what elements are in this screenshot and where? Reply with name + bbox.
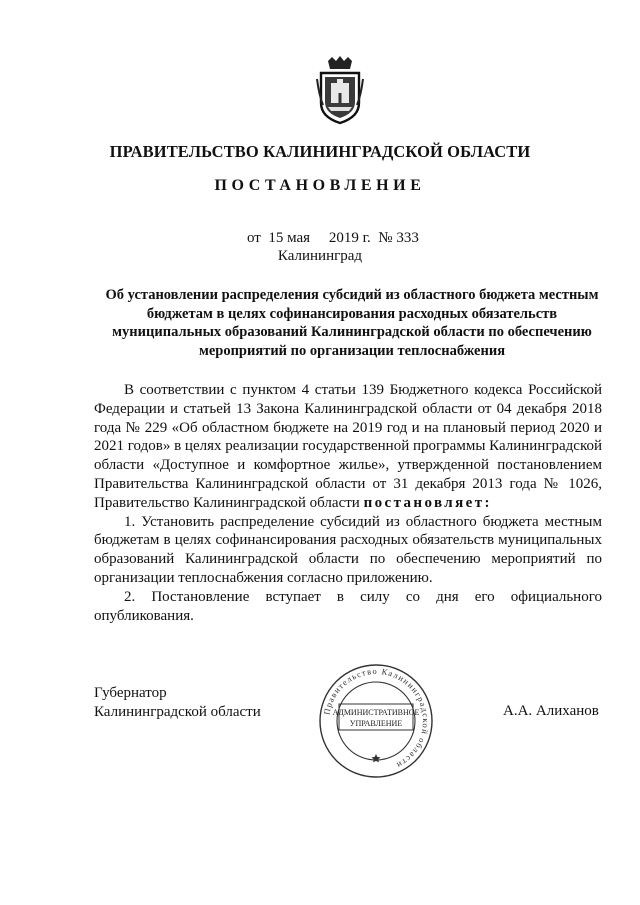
date-number-line bbox=[247, 230, 419, 247]
document-type: ПОСТАНОВЛЕНИЕ bbox=[214, 177, 426, 194]
date-prefix: от bbox=[247, 230, 261, 246]
date-month: мая bbox=[287, 230, 311, 246]
official-stamp-icon bbox=[317, 662, 435, 780]
resolves-word: постановляет: bbox=[363, 494, 492, 511]
stamp-center-line2: УПРАВЛЕНИЕ bbox=[349, 719, 403, 728]
coat-of-arms-icon bbox=[316, 55, 364, 125]
preamble-text: В соответствии с пунктом 4 статьи 139 Бюджетного кодекса Российской Федерации и статьей 13 Закона Калининградской области от 04 декабря 2018 года № 229 «Об областном бюджете на 2019 год и на плановый период 2020 и 2021 годов» в целях реализации государственной программы Калининградской области «Доступное и комфортное жилье», утвержденной постановлением Правительства Калининградской области от 31 декабря 2013 года № 1026, Правительство Калининградской области bbox=[94, 382, 602, 511]
date-year: 2019 г. bbox=[328, 230, 371, 246]
stamp-center-line1: АДМИНИСТРАТИВНОЕ bbox=[332, 708, 420, 717]
number-sign: № bbox=[378, 230, 393, 246]
item-2: 2. Постановление вступает в силу со дня его официального опубликования. bbox=[94, 588, 602, 624]
stamp-star-icon bbox=[371, 754, 380, 763]
stamp-ring-text: Правительство Калининградской области bbox=[321, 665, 432, 771]
signatory-title-line1: Губернатор bbox=[94, 685, 167, 701]
signatory-name: А.А. Алиханов bbox=[503, 703, 599, 719]
date-day: 15 bbox=[268, 230, 284, 246]
document-body bbox=[94, 381, 602, 625]
signatory-title-line2: Калининградской области bbox=[94, 704, 261, 720]
signatory-title bbox=[94, 684, 261, 722]
government-title: ПРАВИТЕЛЬСТВО КАЛИНИНГРАДСКОЙ ОБЛАСТИ bbox=[109, 142, 531, 161]
item-1: 1. Установить распределение субсидий из областного бюджета местным бюджетам в целях софинансирования расходных обязательств муниципальных образований Калининградской области по обеспечению мероприятий по организации теплоснабжения согласно приложению. bbox=[94, 513, 602, 586]
document-subject: Об установлении распределения субсидий из областного бюджета местным бюджетам в целях софинансирования расходных обязательств муниципальных образований Калининградской области по обеспечению мероприятий по организации теплоснабжения bbox=[105, 287, 599, 359]
city: Калининград bbox=[277, 248, 363, 264]
document-number: 333 bbox=[396, 230, 419, 246]
preamble-paragraph bbox=[94, 381, 602, 513]
